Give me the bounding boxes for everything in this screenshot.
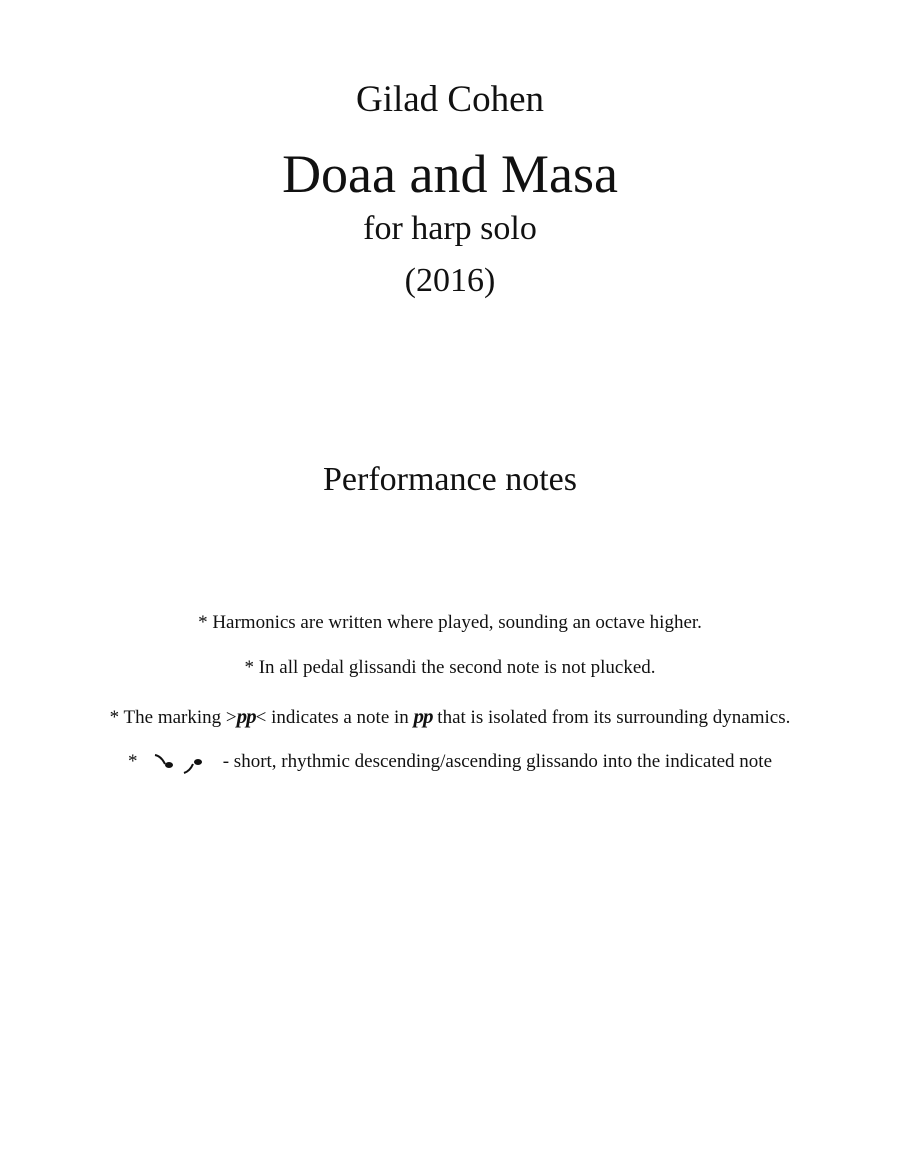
ascending-glissando-icon	[182, 752, 208, 774]
performance-notes-heading: Performance notes	[323, 461, 577, 498]
note-pedal-glissandi: * In all pedal glissandi the second note is not plucked.	[244, 657, 656, 678]
bullet: *	[127, 751, 138, 772]
instrumentation: for harp solo	[363, 210, 537, 247]
descending-glissando-icon	[152, 752, 178, 774]
note-text: that is isolated from its surrounding dynamics.	[432, 707, 791, 728]
dynamic-pp: pp	[236, 704, 256, 728]
note-glissando-symbols	[0, 751, 900, 774]
note-harmonics: * Harmonics are written where played, sounding an octave higher.	[198, 612, 702, 633]
piece-title: Doaa and Masa	[282, 144, 618, 204]
note-text: - short, rhythmic descending/ascending glissando into the indicated note	[222, 751, 773, 772]
dynamic-pp: pp	[413, 704, 433, 728]
note-text: * The marking >	[109, 707, 237, 728]
composition-year: (2016)	[404, 262, 496, 299]
note-text: < indicates a note in	[255, 707, 414, 728]
note-isolated-pp	[0, 704, 900, 729]
composer-name: Gilad Cohen	[355, 79, 545, 120]
